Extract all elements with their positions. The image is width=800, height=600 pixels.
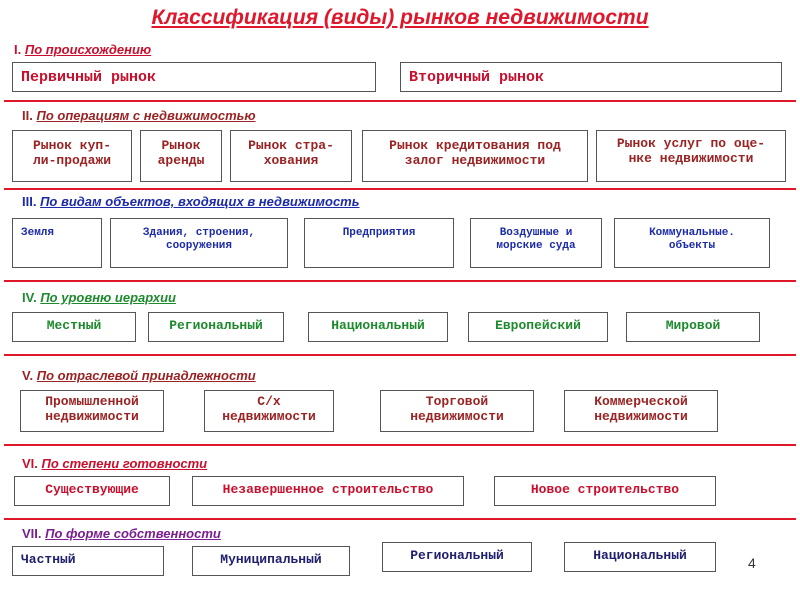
section-6-number: VI. [22,456,38,471]
box-vessels: Воздушные и морские суда [470,218,602,268]
box-credit-market: Рынок кредитования под залог недвижимости [362,130,588,182]
box-regional-ownership: Региональный [382,542,532,572]
section-7-label: По форме собственности [45,526,221,541]
box-sale-market: Рынок куп- ли-продажи [12,130,132,182]
box-european: Европейский [468,312,608,342]
divider [4,354,796,356]
page-title: Классификация (виды) рынков недвижимости [151,6,649,29]
section-6-heading [22,456,207,471]
section-1-number: I. [14,42,22,57]
box-buildings: Здания, строения, сооружения [110,218,288,268]
section-3-label: По видам объектов, входящих в недвижимость [40,194,360,209]
box-new-construction: Новое строительство [494,476,716,506]
section-7-heading [22,526,221,541]
divider [4,444,796,446]
box-local: Местный [12,312,136,342]
box-unfinished: Незавершенное строительство [192,476,464,506]
divider [4,188,796,190]
section-2-heading [22,108,256,123]
box-regional: Региональный [148,312,284,342]
section-1-label: По происхождению [24,42,152,57]
section-2-number: II. [22,108,33,123]
section-5-number: V. [22,368,34,383]
section-6-label: По степени готовности [41,456,208,471]
page-number: 4 [748,555,756,571]
section-3-heading [22,194,359,209]
box-existing: Существующие [14,476,170,506]
box-agricultural: С/х недвижимости [204,390,334,432]
section-2-label: По операциям с недвижимостью [36,108,256,123]
section-5-heading [22,368,256,383]
section-3-number: III. [22,194,37,209]
divider [4,518,796,520]
box-national: Национальный [308,312,448,342]
box-national-ownership: Национальный [564,542,716,572]
divider [4,100,796,102]
box-insurance-market: Рынок стра- хования [230,130,352,182]
box-enterprises: Предприятия [304,218,454,268]
box-primary-market: Первичный рынок [12,62,376,92]
section-7-number: VII. [22,526,42,541]
box-world: Мировой [626,312,760,342]
box-secondary-market: Вторичный рынок [400,62,782,92]
box-land: Земля [12,218,102,268]
box-municipal: Муниципальный [192,546,350,576]
box-trade: Торговой недвижимости [380,390,534,432]
section-4-heading [22,290,176,305]
box-rent-market: Рынок аренды [140,130,222,182]
section-4-number: IV. [22,290,37,305]
section-5-label: По отраслевой принадлежности [36,368,256,383]
box-industrial: Промышленной недвижимости [20,390,164,432]
box-private: Частный [12,546,164,576]
divider [4,280,796,282]
box-communal: Коммунальные. объекты [614,218,770,268]
box-commercial: Коммерческой недвижимости [564,390,718,432]
section-1-heading [14,42,151,57]
section-4-label: По уровню иерархии [40,290,176,305]
box-valuation-market: Рынок услуг по оце- нке недвижимости [596,130,786,182]
